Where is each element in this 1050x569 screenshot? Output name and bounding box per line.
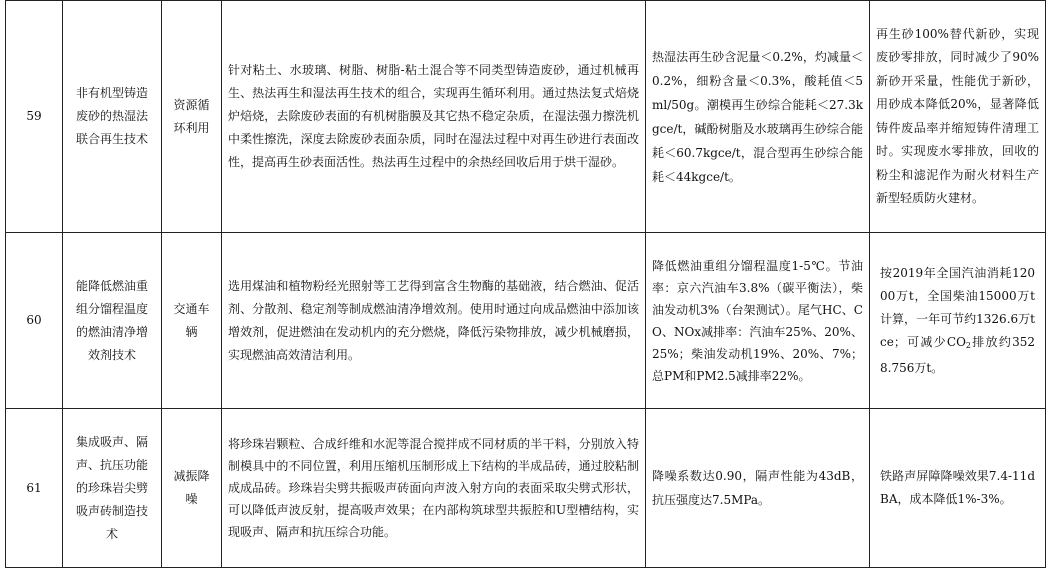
table-row [6, 1, 1046, 233]
technology-category: 资源循环利用 [162, 1, 222, 233]
row-number: 59 [6, 1, 63, 233]
technology-description: 将珍珠岩颗粒、合成纤维和水泥等混合搅拌成不同材质的半干料，分别放入特制模具中的不同位置，利用压缩机压制形成上下结构的半成品砖，通过胶粘制成成品砖。珍珠岩尖劈共振吸声砖面向声波入射方向的表面采取尖劈式形状，可以降低声波反射，提高吸声效果；在内部构筑球型共振腔和U型槽结构，实现吸声、隔声和抗压综合功能。 [222, 409, 646, 568]
table-row [6, 409, 1046, 568]
table-row [6, 233, 1046, 409]
technology-description: 选用煤油和植物粉经光照射等工艺得到富含生物酶的基础液，结合燃油、促活剂、分散剂、稳定剂等制成燃油清净增效剂。使用时通过向成品燃油中添加该增效剂，促进燃油在发动机内的充分燃烧，降低污染物排放，减少机械磨损，实现燃油高效清洁利用。 [222, 233, 646, 409]
technology-name: 能降低燃油重组分馏程温度的燃油清净增效剂技术 [63, 233, 162, 409]
technology-effect: 再生砂100%替代新砂，实现废砂零排放，同时减少了90%新砂开采量，性能优于新砂，用砂成本降低20%，显著降低铸件废品率并缩短铸件清理工时。实现废水零排放，回收的粉尘和滤泥作为耐火材料生产新型轻质防火建材。 [870, 1, 1046, 233]
technology-name: 非有机型铸造废砂的热湿法联合再生技术 [63, 1, 162, 233]
effect-subscript: 2 [965, 340, 972, 350]
technology-table [5, 0, 1046, 568]
technology-effect [870, 233, 1046, 409]
technology-description: 针对粘土、水玻璃、树脂、树脂-粘土混合等不同类型铸造废砂，通过机械再生、热法再生和湿法再生技术的组合，实现再生循环利用。通过热法复式焙烧炉焙烧，去除废砂表面的有机树脂膜及其它热不稳定杂质，在湿法强力擦洗机中柔性擦洗，深度去除废砂表面杂质，同时在湿法过程中对再生砂进行表面改性，提高再生砂表面活性。热法再生过程中的余热经回收后用于烘干湿砂。 [222, 1, 646, 233]
technology-category: 交通车辆 [162, 233, 222, 409]
technology-indicators: 热湿法再生砂含泥量＜0.2%，灼减量＜0.2%，细粉含量＜0.3%，酸耗值＜5ml/50g。潮模再生砂综合能耗＜27.3kgce/t，碱酚树脂及水玻璃再生砂综合能耗＜60.7kgce/t，混合型再生砂综合能耗＜44kgce/t。 [646, 1, 870, 233]
row-number: 60 [6, 233, 63, 409]
effect-text-end: 排放约3528.756万t。 [880, 334, 1035, 375]
row-number: 61 [6, 409, 63, 568]
technology-indicators: 降低燃油重组分馏程温度1-5℃。节油率：京六汽油车3.8%（碳平衡法），柴油发动机3%（台架测试）。尾气HC、CO、NOx减排率：汽油车25%、20%、25%；柴油发动机19%、20%、7%；总PM和PM2.5减排率22%。 [646, 233, 870, 409]
technology-category: 减振降噪 [162, 409, 222, 568]
technology-name: 集成吸声、隔声、抗压功能的珍珠岩尖劈吸声砖制造技术 [63, 409, 162, 568]
technology-indicators: 降噪系数达0.90，隔声性能为43dB，抗压强度达7.5MPa。 [646, 409, 870, 568]
effect-text-start: 按2019年全国汽油消耗12000万t，全国柴油15000万t计算，一年可节约1326.6万tce；可减少CO [880, 265, 1035, 349]
technology-effect: 铁路声屏障降噪效果7.4-11dBA，成本降低1%-3%。 [870, 409, 1046, 568]
